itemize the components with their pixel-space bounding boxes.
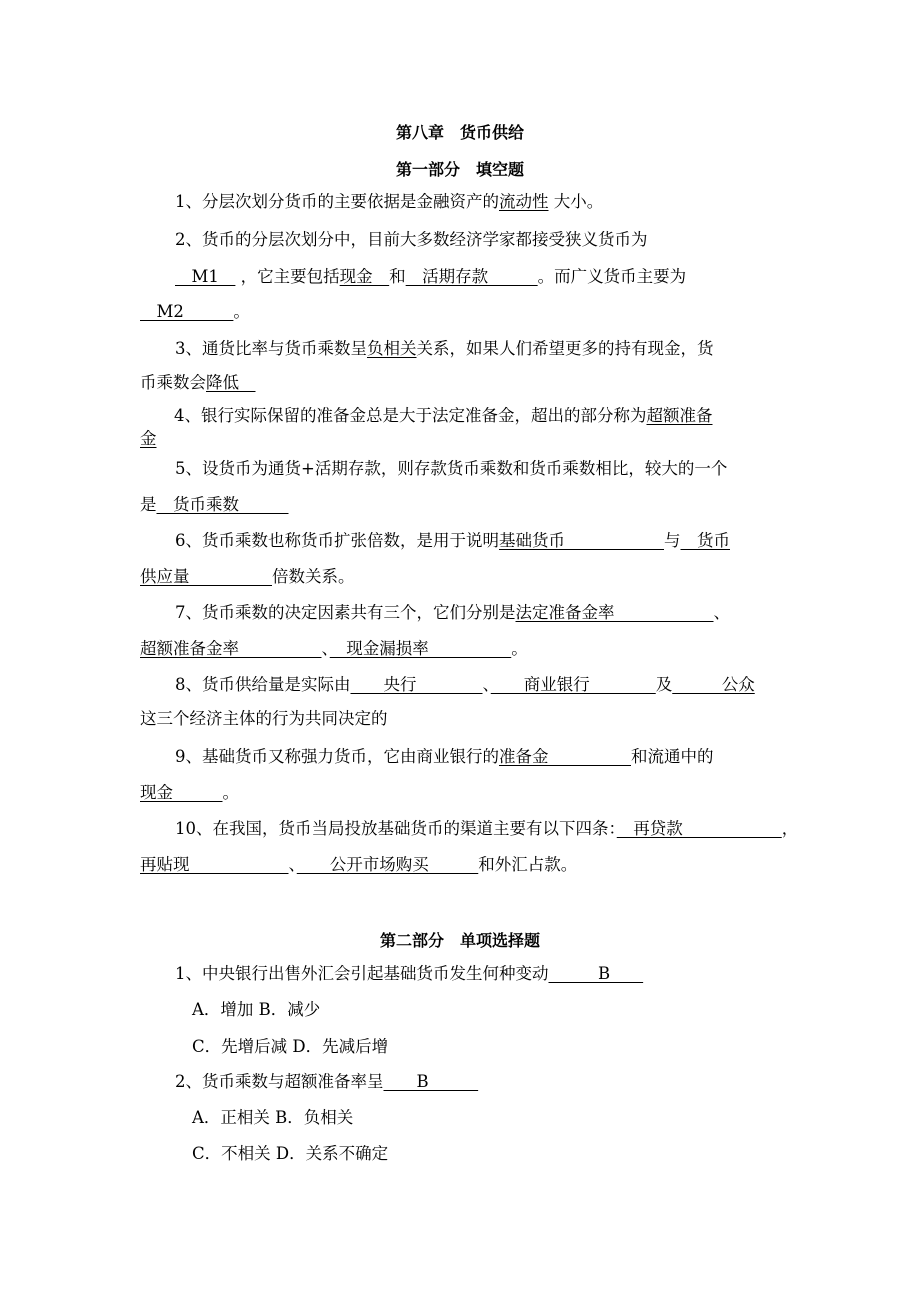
- answer-blank: 负相关: [367, 339, 417, 358]
- answer-blank: 货币乘数: [156, 495, 289, 514]
- chapter-title: 第八章 货币供给: [395, 123, 524, 142]
- fill-question-10-line1: 10、在我国，货币当局投放基础货币的渠道主要有以下四条： 再贷款 ，: [175, 819, 799, 838]
- answer-blank: 再贷款: [616, 819, 782, 838]
- answer-blank: 流动性: [499, 192, 549, 211]
- fill-question-3-line2: 币乘数会降低: [140, 373, 256, 392]
- answer-blank: 供应量: [140, 567, 272, 586]
- fill-question-7-line1: 7、货币乘数的决定因素共有三个，它们分别是法定准备金率 、: [175, 603, 730, 622]
- fill-question-7-line2: 超额准备金率 、 现金漏损率 。: [140, 639, 528, 658]
- choice-question-1: 1、中央银行出售外汇会引起基础货币发生何种变动 B: [175, 964, 644, 983]
- answer-blank: 法定准备金率: [515, 603, 714, 622]
- fill-question-5-line1: 5、设货币为通货+活期存款，则存款货币乘数和货币乘数相比，较大的一个: [175, 459, 728, 478]
- fill-question-9-line1: 9、基础货币又称强力货币，它由商业银行的准备金 和流通中的: [175, 747, 714, 766]
- choice-question-1-options-ab: A．增加 B．减少: [192, 1000, 321, 1019]
- answer-blank: 降低: [206, 373, 256, 392]
- answer-blank: 央行: [350, 675, 483, 694]
- fill-question-2-line3: M2 。: [140, 302, 250, 321]
- answer-blank: 再贴现: [140, 855, 289, 874]
- answer-blank: 公开市场购买: [296, 855, 479, 874]
- answer-blank: 现金: [339, 267, 390, 286]
- choice-question-1-options-cd: C．先增后减 D．先减后增: [192, 1037, 389, 1056]
- answer-blank: B: [548, 964, 644, 983]
- answer-blank: 公众: [672, 675, 755, 694]
- answer-blank: M1: [175, 267, 236, 286]
- answer-blank: 基础货币: [499, 531, 664, 550]
- fill-question-9-line2: 现金 。: [140, 783, 239, 802]
- answer-blank: 现金: [140, 783, 223, 802]
- fill-question-5-line2: 是 货币乘数: [140, 495, 289, 514]
- answer-blank: 金: [140, 429, 157, 448]
- fill-question-1: 1、分层次划分货币的主要依据是金融资产的流动性 大小。: [175, 192, 604, 211]
- part1-title: 第一部分 填空题: [395, 160, 524, 179]
- fill-question-2-line1: 2、货币的分层次划分中，目前大多数经济学家都接受狭义货币为: [175, 230, 648, 249]
- fill-question-6-line1: 6、货币乘数也称货币扩张倍数，是用于说明基础货币 与 货币: [175, 531, 730, 550]
- answer-blank: 超额准备金率: [140, 639, 322, 658]
- answer-blank: 超额准备: [646, 406, 713, 425]
- answer-blank: 活期存款: [405, 267, 538, 286]
- choice-question-2-options-ab: A．正相关 B．负相关: [192, 1108, 354, 1127]
- choice-question-2: 2、货币乘数与超额准备率呈 B: [175, 1072, 479, 1091]
- answer-blank: B: [383, 1072, 479, 1091]
- answer-blank: 商业银行: [490, 675, 656, 694]
- answer-blank: M2: [140, 302, 234, 321]
- fill-question-3-line1: 3、通货比率与货币乘数呈负相关关系，如果人们希望更多的持有现金，货: [175, 339, 714, 358]
- fill-question-4-line1: 4、银行实际保留的准备金总是大于法定准备金，超出的部分称为超额准备: [174, 406, 713, 425]
- fill-question-4-line2: [140, 428, 157, 450]
- answer-blank: 现金漏损率: [329, 639, 512, 658]
- fill-question-8-line1: 8、货币供给量是实际由 央行 、 商业银行 及 公众: [175, 675, 755, 694]
- answer-blank: 货币: [680, 531, 730, 550]
- fill-question-6-line2: 供应量 倍数关系。: [140, 567, 355, 586]
- choice-question-2-options-cd: C．不相关 D．关系不确定: [192, 1144, 389, 1163]
- answer-blank: 准备金: [499, 747, 631, 766]
- fill-question-8-line2: 这三个经济主体的行为共同决定的: [140, 709, 388, 728]
- fill-question-2-line2: M1 ，它主要包括现金 和 活期存款 。而广义货币主要为: [175, 267, 687, 286]
- fill-question-10-line2: 再贴现 、 公开市场购买 和外汇占款。: [140, 855, 578, 874]
- part2-title: 第二部分 单项选择题: [379, 931, 540, 950]
